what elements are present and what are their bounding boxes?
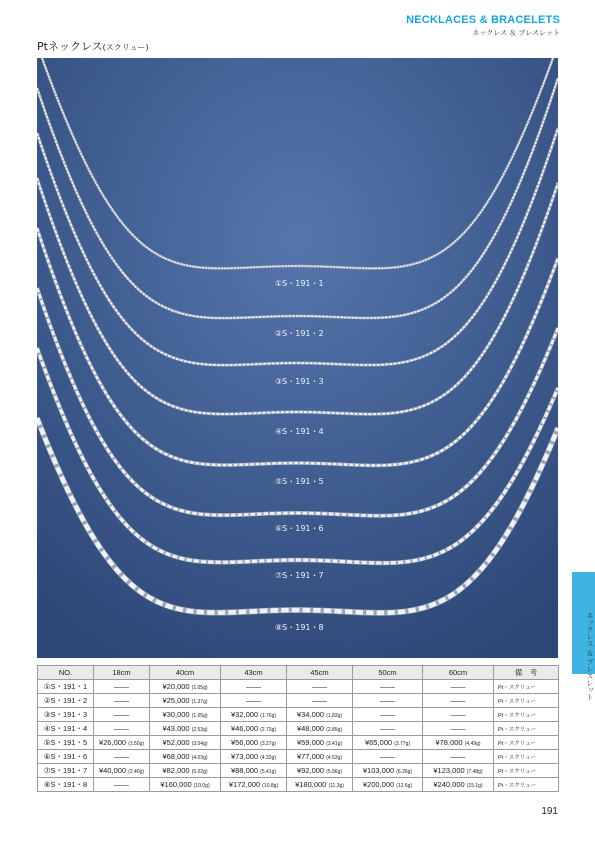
price-cell (287, 764, 353, 778)
price-value: ¥43,000 (162, 724, 190, 733)
price-cell (94, 750, 150, 764)
price-value: ¥32,000 (230, 710, 259, 719)
price-value: ¥82,000 (162, 766, 190, 775)
product-number-cell: ⑦S・191・7 (38, 764, 94, 778)
weight-value: (11.3g) (328, 783, 344, 789)
price-cell (221, 736, 287, 750)
price-cell (353, 736, 423, 750)
price-table (37, 665, 559, 792)
remarks-cell: Pt・スクリュー (494, 764, 559, 778)
product-number-cell: ②S・191・2 (38, 694, 94, 708)
table-row (38, 680, 559, 694)
price-cell (287, 750, 353, 764)
price-value: —— (114, 710, 129, 719)
price-cell (150, 750, 221, 764)
price-value: —— (312, 682, 327, 691)
table-row (38, 778, 559, 792)
weight-value: (1.76g) (260, 713, 277, 719)
price-cell (287, 778, 353, 792)
price-cell (287, 680, 353, 694)
price-value: ¥123,000 (433, 766, 465, 775)
price-cell (94, 722, 150, 736)
price-value: —— (114, 682, 129, 691)
chain-label: ⑦S・191・7 (275, 571, 324, 580)
price-cell (150, 680, 221, 694)
header-title-en: NECKLACES & BRACELETS (406, 14, 560, 26)
weight-value: (15.1g) (466, 783, 483, 789)
price-cell (221, 694, 287, 708)
weight-value: (12.6g) (396, 783, 413, 789)
weight-value: (4.33g) (260, 755, 277, 761)
product-number-cell: ③S・191・3 (38, 708, 94, 722)
table-row (38, 708, 559, 722)
price-cell (423, 694, 494, 708)
price-value: ¥172,000 (228, 780, 261, 789)
price-cell (150, 764, 221, 778)
page-number: 191 (541, 806, 558, 817)
weight-value: (1.50g) (128, 741, 145, 747)
weight-value: (2.85g) (326, 727, 343, 733)
price-cell (423, 764, 494, 778)
remarks-cell: Pt・スクリュー (494, 722, 559, 736)
weight-value: (2.73g) (260, 727, 277, 733)
price-value: ¥40,000 (98, 766, 127, 775)
table-header-row (38, 666, 559, 680)
price-value: ¥180,000 (295, 780, 327, 789)
price-value: ¥65,000 (364, 738, 393, 747)
price-value: ¥26,000 (98, 738, 127, 747)
price-cell (423, 708, 494, 722)
table-row (38, 764, 559, 778)
price-value: —— (246, 696, 261, 705)
price-cell (94, 708, 150, 722)
price-value: ¥56,000 (230, 738, 259, 747)
price-value: —— (450, 682, 466, 691)
section-title-sub: (スクリュー) (102, 43, 149, 52)
price-cell (150, 722, 221, 736)
price-value: —— (114, 696, 129, 705)
remarks-cell: Pt・スクリュー (494, 736, 559, 750)
price-value: —— (380, 696, 395, 705)
header-title-ja: ネックレス ＆ ブレスレット (472, 29, 560, 37)
weight-value: (7.48g) (466, 769, 483, 775)
table-row (38, 694, 559, 708)
chain-label: ③S・191・3 (275, 377, 324, 386)
price-cell (94, 778, 150, 792)
price-value: ¥88,000 (230, 766, 259, 775)
price-cell (353, 680, 423, 694)
remarks-cell: Pt・スクリュー (494, 694, 559, 708)
price-cell (150, 736, 221, 750)
price-value: —— (114, 780, 129, 789)
price-cell (150, 778, 221, 792)
product-number-cell: ⑥S・191・6 (38, 750, 94, 764)
price-cell (353, 708, 423, 722)
price-cell (423, 736, 494, 750)
table-header-cell: 50cm (353, 666, 423, 680)
price-cell (221, 764, 287, 778)
table-header-cell: NO. (38, 666, 94, 680)
price-value: ¥78,000 (435, 738, 463, 747)
table-header-cell: 60cm (423, 666, 494, 680)
price-value: ¥20,000 (162, 682, 190, 691)
product-photo (37, 58, 558, 658)
price-cell (423, 722, 494, 736)
table-header-cell: 18cm (94, 666, 150, 680)
price-value: ¥52,000 (162, 738, 190, 747)
price-cell (94, 694, 150, 708)
price-value: ¥103,000 (362, 766, 395, 775)
side-tab-label: ネックレス ＆ ブレスレット (586, 612, 594, 701)
price-value: —— (380, 710, 395, 719)
product-number-cell: ①S・191・1 (38, 680, 94, 694)
remarks-cell: Pt・スクリュー (494, 708, 559, 722)
weight-value: (10.8g) (262, 783, 279, 789)
price-value: ¥92,000 (296, 766, 325, 775)
price-cell (423, 778, 494, 792)
weight-value: (5.41g) (260, 769, 277, 775)
chain-label: ⑥S・191・6 (275, 524, 324, 533)
price-value: ¥240,000 (433, 780, 465, 789)
product-number-cell: ⑤S・191・5 (38, 736, 94, 750)
price-value: —— (114, 752, 129, 761)
price-cell (353, 750, 423, 764)
weight-value: (5.66g) (326, 769, 343, 775)
price-cell (287, 694, 353, 708)
price-value: ¥73,000 (230, 752, 259, 761)
chain-label: ④S・191・4 (275, 427, 324, 436)
price-value: —— (450, 710, 466, 719)
price-cell (353, 764, 423, 778)
price-cell (287, 736, 353, 750)
weight-value: (1.37g) (191, 699, 208, 705)
remarks-cell: Pt・スクリュー (494, 778, 559, 792)
price-value: —— (450, 696, 466, 705)
price-cell (221, 722, 287, 736)
price-value: ¥200,000 (362, 780, 395, 789)
weight-value: (3.27g) (260, 741, 277, 747)
weight-value: (5.02g) (191, 769, 208, 775)
price-value: ¥77,000 (296, 752, 325, 761)
remarks-cell: Pt・スクリュー (494, 750, 559, 764)
price-value: —— (114, 724, 129, 733)
price-cell (287, 722, 353, 736)
price-cell (94, 680, 150, 694)
price-cell (221, 680, 287, 694)
chain-label: ②S・191・2 (275, 329, 324, 338)
weight-value: (3.04g) (191, 741, 208, 747)
price-value: —— (380, 724, 395, 733)
table-header-cell: 40cm (150, 666, 221, 680)
weight-value: (6.26g) (396, 769, 413, 775)
price-value: —— (246, 682, 261, 691)
table-row (38, 736, 559, 750)
price-cell (94, 736, 150, 750)
price-value: ¥30,000 (162, 710, 190, 719)
weight-value: (10.0g) (193, 783, 210, 789)
weight-value: (1.65g) (191, 713, 208, 719)
price-cell (287, 708, 353, 722)
weight-value: (4.49g) (464, 741, 481, 747)
table-row (38, 750, 559, 764)
product-number-cell: ④S・191・4 (38, 722, 94, 736)
chain-photo-svg (37, 58, 558, 658)
price-cell (150, 708, 221, 722)
price-value: ¥25,000 (162, 696, 190, 705)
table-header-cell: 45cm (287, 666, 353, 680)
price-value: ¥46,000 (230, 724, 259, 733)
price-cell (423, 750, 494, 764)
price-value: ¥68,000 (162, 752, 190, 761)
price-cell (353, 722, 423, 736)
product-number-cell: ⑧S・191・8 (38, 778, 94, 792)
weight-value: (3.41g) (326, 741, 343, 747)
price-value: —— (380, 752, 395, 761)
weight-value: (3.77g) (394, 741, 411, 747)
price-cell (150, 694, 221, 708)
weight-value: (2.53g) (191, 727, 208, 733)
price-cell (221, 778, 287, 792)
price-cell (423, 680, 494, 694)
price-value: ¥59,000 (296, 738, 325, 747)
table-header-cell: 43cm (221, 666, 287, 680)
price-value: ¥48,000 (296, 724, 325, 733)
table-row (38, 722, 559, 736)
price-value: ¥160,000 (160, 780, 192, 789)
price-value: —— (380, 682, 395, 691)
chain-label: ①S・191・1 (275, 279, 324, 288)
price-cell (221, 750, 287, 764)
weight-value: (1.05g) (191, 685, 208, 691)
price-value: —— (450, 752, 466, 761)
price-cell (353, 694, 423, 708)
price-value: —— (312, 696, 327, 705)
price-cell (353, 778, 423, 792)
remarks-cell: Pt・スクリュー (494, 680, 559, 694)
section-title-main: Ptネックレス (37, 40, 103, 53)
price-cell (94, 764, 150, 778)
price-value: —— (450, 724, 466, 733)
weight-value: (4.53g) (326, 755, 343, 761)
weight-value: (4.03g) (191, 755, 208, 761)
chain-label: ⑧S・191・8 (275, 623, 324, 632)
weight-value: (1.83g) (326, 713, 343, 719)
price-value: ¥34,000 (296, 710, 325, 719)
table-header-cell: 備 考 (494, 666, 559, 680)
section-title (37, 38, 149, 54)
price-cell (221, 708, 287, 722)
chain-label: ⑤S・191・5 (275, 477, 324, 486)
weight-value: (2.40g) (128, 769, 145, 775)
